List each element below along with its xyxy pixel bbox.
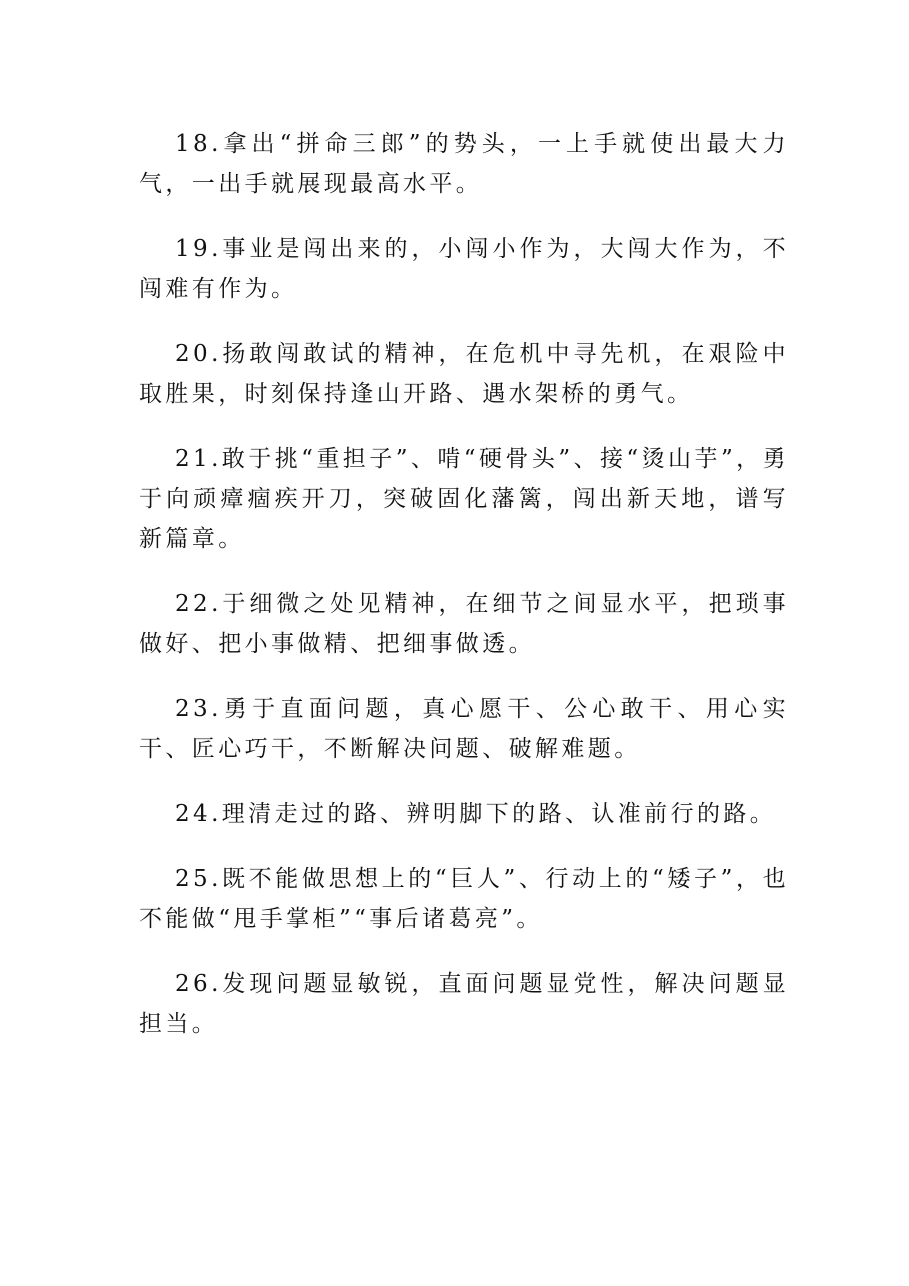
- paragraph-25: 25.既不能做思想上的“巨人”、行动上的“矮子”，也不能做“甩手掌柜”“事后诸葛亮”。: [139, 866, 789, 932]
- paragraph-18: 18.拿出“拼命三郎”的势头，一上手就使出最大力气，一出手就展现最高水平。: [139, 131, 789, 197]
- paragraph-21: 21.敢于挑“重担子”、啃“硬骨头”、接“烫山芋”，勇于向顽瘴痼疾开刀，突破固化藩篱，闯出新天地，谱写新篇章。: [139, 446, 789, 552]
- paragraph-20: 20.扬敢闯敢试的精神，在危机中寻先机，在艰险中取胜果，时刻保持逢山开路、遇水架桥的勇气。: [139, 341, 789, 407]
- paragraph-23: 23.勇于直面问题，真心愿干、公心敢干、用心实干、匠心巧干，不断解决问题、破解难题。: [139, 696, 789, 762]
- document-body: [139, 124, 789, 1069]
- paragraph-22: 22.于细微之处见精神，在细节之间显水平，把琐事做好、把小事做精、把细事做透。: [139, 591, 789, 657]
- paragraph-19: 19.事业是闯出来的，小闯小作为，大闯大作为，不闯难有作为。: [139, 236, 789, 302]
- paragraph-26: 26.发现问题显敏锐，直面问题显党性，解决问题显担当。: [139, 971, 789, 1037]
- paragraph-24: 24.理清走过的路、辨明脚下的路、认准前行的路。: [175, 801, 777, 827]
